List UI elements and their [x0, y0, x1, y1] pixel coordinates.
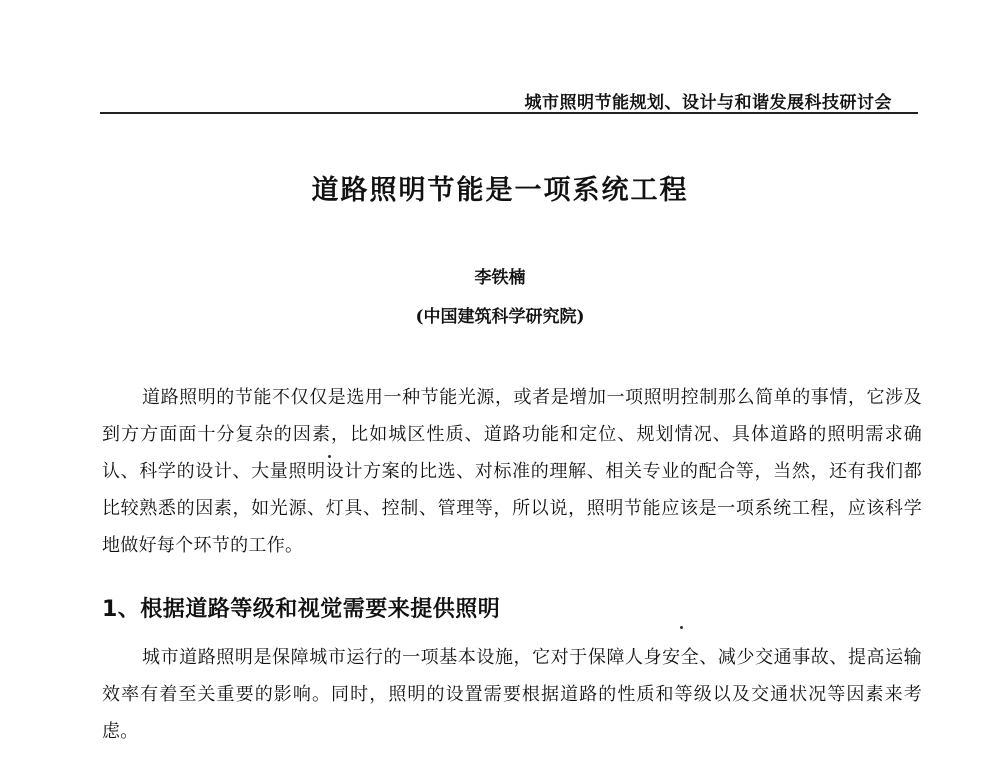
- section-1-heading: 1、根据道路等级和视觉需要来提供照明: [102, 597, 501, 622]
- running-header: 城市照明节能规划、设计与和谐发展科技研讨会: [524, 93, 892, 113]
- header-rule: [100, 112, 918, 114]
- scan-speck: [328, 455, 331, 458]
- intro-paragraph: 道路照明的节能不仅仅是选用一种节能光源，或者是增加一项照明控制那么简单的事情，它涉及到方方面面十分复杂的因素，比如城区性质、道路功能和定位、规划情况、具体道路的照明需求确认、科学的设计、大量照明设计方案的比选、对标准的理解、相关专业的配合等，当然，还有我们都比较熟悉的因素，如光源、灯具、控制、管理等，所以说，照明节能应该是一项系统工程，应该科学地做好每个环节的工作。: [102, 387, 922, 556]
- author-name: 李铁楠: [474, 268, 526, 288]
- scan-speck: [680, 626, 683, 629]
- article-title: 道路照明节能是一项系统工程: [311, 175, 689, 206]
- section-1-paragraph: 城市道路照明是保障城市运行的一项基本设施，它对于保障人身安全、减少交通事故、提高运输效率有着至关重要的影响。同时，照明的设置需要根据道路的性质和等级以及交通状况等因素来考虑。: [102, 647, 922, 742]
- author-affiliation: (中国建筑科学研究院): [415, 307, 585, 327]
